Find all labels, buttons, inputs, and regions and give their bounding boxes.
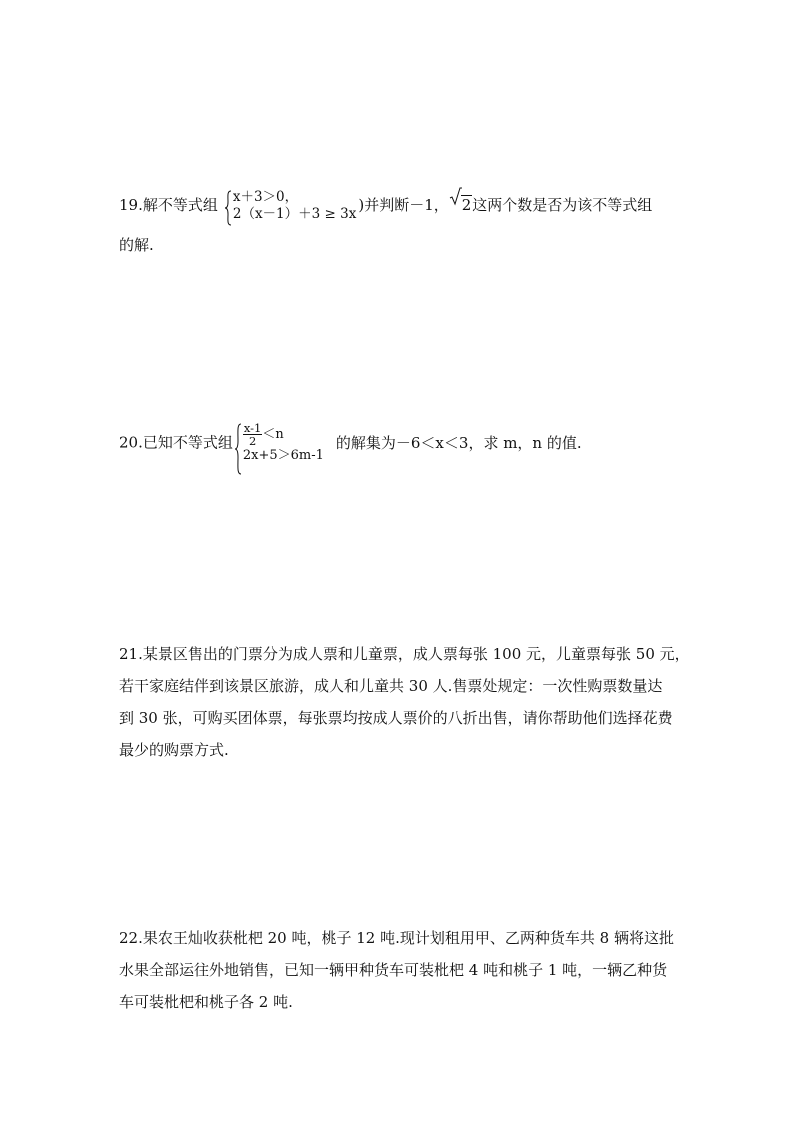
question-19	[119, 189, 697, 261]
question-20	[119, 422, 697, 465]
q22-line-3: 车可装枇杷和桃子各 2 吨.	[119, 993, 293, 1011]
q22-line-2: 水果全部运往外地销售，已知一辆甲种货车可装枇杷 4 吨和桃子 1 吨，一辆乙种货	[119, 961, 668, 979]
q19-line-1	[119, 189, 697, 223]
q20-fraction	[243, 422, 263, 447]
q19-suffix: 这两个数是否为该不等式组	[472, 196, 653, 214]
q19-radicand: 2	[461, 196, 472, 214]
q20-line-1	[119, 422, 697, 465]
q19-sqrt	[449, 189, 473, 221]
q20-suffix: 的解集为－6＜x＜3，求 m，n 的值.	[335, 433, 582, 452]
q21-line-2: 若干家庭结伴到该景区旅游，成人和儿童共 30 人.售票处规定：一次性购票数量达	[119, 677, 663, 695]
q21-line-4: 最少的购票方式.	[119, 741, 229, 759]
left-brace-icon	[234, 423, 242, 475]
q20-fraction-denominator: 2	[248, 434, 257, 448]
q19-inequality-1: x＋3＞0，	[232, 189, 299, 205]
q20-fraction-numerator: x-1	[243, 421, 262, 435]
q19-close-paren: )	[358, 196, 365, 214]
q19-inequality-system	[224, 189, 356, 223]
left-brace-icon	[224, 190, 232, 226]
q19-prefix: 19.解不等式组	[119, 196, 218, 214]
q20-inequality-1	[243, 422, 324, 447]
q22-line-1: 22.果农王灿收获枇杷 20 吨，桃子 12 吨.现计划租用甲、乙两种货车共 8 辆将这批	[119, 929, 674, 947]
q20-inequality-2: 2x+5＞6m-1	[242, 448, 324, 463]
sqrt-icon	[449, 187, 462, 207]
q20-prefix: 20.已知不等式组	[119, 433, 233, 452]
q21-line-1: 21.某景区售出的门票分为成人票和儿童票，成人票每张 100 元，儿童票每张 50 元，	[119, 645, 690, 663]
q19-inequality-2: 2（x－1）＋3 ≥ 3x	[232, 206, 357, 222]
q20-inequality-system	[234, 422, 324, 465]
q20-inequality-1-relation: ＜n	[262, 427, 284, 442]
question-22	[119, 922, 697, 1018]
q21-line-3: 到 30 张，可购买团体票，每张票均按成人票价的八折出售，请你帮助他们选择花费	[119, 709, 673, 727]
q19-mid: 并判断－1，	[364, 196, 449, 214]
question-21	[119, 638, 697, 766]
q19-line-2: 的解.	[119, 236, 154, 254]
